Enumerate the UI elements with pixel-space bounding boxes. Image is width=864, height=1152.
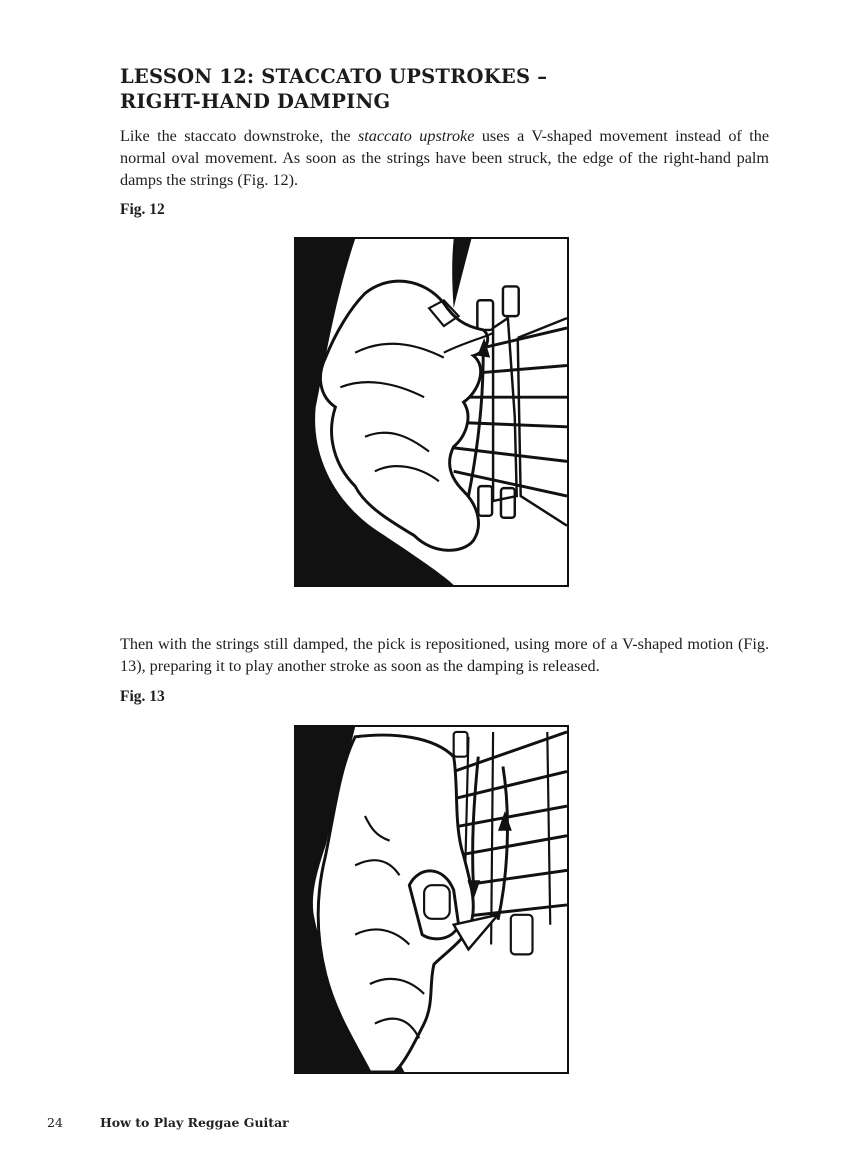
figure-12-illustration: [294, 237, 569, 587]
pick-repositioning-icon: [296, 727, 567, 1072]
paragraph-1-text-end: uses a V-shaped movement instead of the normal oval movement. As soon as the strings have been struck, the edge of the right-hand palm damps the strings (Fig. 12).: [120, 127, 770, 189]
hand-damping-strings-icon: [296, 239, 567, 585]
figure-13-illustration: [294, 725, 569, 1074]
page-footer: [47, 1115, 289, 1130]
figure-13-label: Fig. 13: [120, 688, 165, 705]
body-paragraph-2: Then with the strings still damped, the pick is repositioned, using more of a V-shaped motion (Fig. 13), preparing it to play another stroke as soon as the damping is released.: [120, 635, 769, 675]
body-paragraph-1: [120, 125, 769, 191]
page-number: 24: [47, 1115, 63, 1130]
lesson-title-line-1: LESSON 12: STACCATO UPSTROKES –: [120, 65, 548, 88]
lesson-title-line-2: RIGHT-HAND DAMPING: [120, 90, 391, 113]
lesson-title: [120, 64, 780, 114]
paragraph-1-text-start: Like the staccato downstroke, the: [120, 127, 358, 145]
book-title: How to Play Reggae Guitar: [99, 1115, 289, 1130]
figure-12-label: Fig. 12: [120, 201, 165, 218]
staccato-upstroke-term: staccato upstroke: [357, 127, 475, 145]
